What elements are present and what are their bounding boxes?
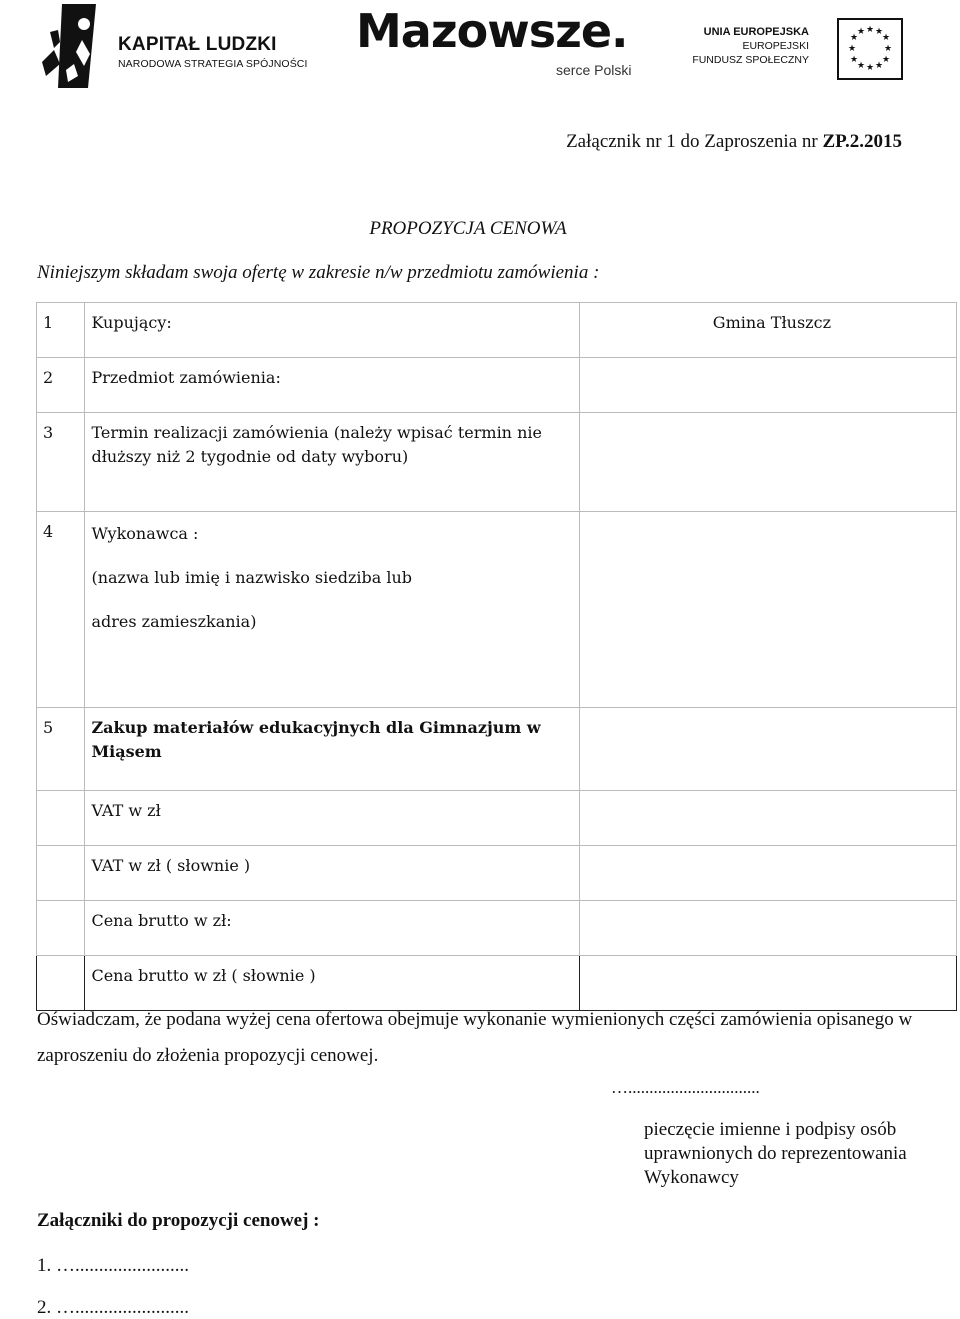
- row-label: VAT w zł: [85, 791, 580, 846]
- eu-line-1: UNIA EUROPEJSKA: [703, 26, 809, 38]
- signature-label: pieczęcie imienne i podpisy osób uprawnionych do reprezentowania Wykonawcy: [644, 1119, 907, 1188]
- row-label: Termin realizacji zamówienia (należy wpisać termin nie dłuższy niż 2 tygodnie od daty wyboru): [85, 413, 580, 512]
- attachment-prefix: Załącznik nr 1 do Zaproszenia nr: [566, 131, 823, 152]
- row-number: [37, 846, 85, 901]
- vat-words-field[interactable]: [580, 846, 957, 901]
- attachment-number: ZP.2.2015: [822, 131, 902, 152]
- svg-text:★: ★: [874, 27, 884, 37]
- document-title: PROPOZYCJA CENOWA: [369, 218, 567, 239]
- mazowsze-tagline: serce Polski: [556, 62, 632, 78]
- table-row: [37, 791, 957, 846]
- table-row: [37, 846, 957, 901]
- row-label: Cena brutto w zł:: [85, 901, 580, 956]
- row-value-field[interactable]: [580, 708, 957, 791]
- eu-stars-icon: [839, 20, 901, 78]
- kapital-ludzki-emblem-icon: [38, 2, 110, 90]
- row-label: Przedmiot zamówienia:: [85, 358, 580, 413]
- attachment-reference: [566, 131, 902, 153]
- svg-text:★: ★: [856, 27, 866, 37]
- row-value-field[interactable]: [580, 512, 957, 708]
- table-row: [37, 358, 957, 413]
- svg-text:★: ★: [849, 55, 859, 65]
- svg-text:★: ★: [881, 33, 891, 43]
- row-value-field[interactable]: [580, 358, 957, 413]
- contractor-hint-1: (nazwa lub imię i nazwisko siedziba lub: [91, 568, 413, 587]
- row-number: 2: [37, 358, 85, 413]
- row-number: [37, 791, 85, 846]
- row-number: 1: [37, 303, 85, 358]
- eu-line-2: EUROPEJSKI: [742, 40, 809, 52]
- svg-text:★: ★: [874, 61, 884, 71]
- row-value-field[interactable]: [580, 413, 957, 512]
- kapital-ludzki-subtitle: NARODOWA STRATEGIA SPÓJNOŚCI: [118, 58, 308, 70]
- signature-dots: …...............................: [611, 1078, 760, 1097]
- row-label: [85, 512, 580, 708]
- attachments-title: Załączniki do propozycji cenowej :: [37, 1210, 320, 1231]
- mazowsze-logo: [356, 4, 656, 88]
- table-row: [37, 512, 957, 708]
- statement-text: Oświadczam, że podana wyżej cena ofertowa obejmuje wykonanie wymienionych części zamówienia opisanego w zaproszeniu do złożenia propozycji cenowej.: [37, 1009, 913, 1066]
- row-label: Kupujący:: [85, 303, 580, 358]
- svg-text:★: ★: [856, 61, 866, 71]
- svg-text:★: ★: [865, 63, 875, 73]
- eu-flag-icon: [837, 18, 903, 80]
- table-row: [37, 708, 957, 791]
- kapital-ludzki-title: KAPITAŁ LUDZKI: [118, 34, 277, 55]
- document-intro: Niniejszym składam swoja ofertę w zakresie n/w przedmiotu zamówienia :: [37, 262, 600, 283]
- row-number: [37, 901, 85, 956]
- row-number: 3: [37, 413, 85, 512]
- row-number: 5: [37, 708, 85, 791]
- offer-table: [36, 302, 957, 1011]
- table-row: [37, 413, 957, 512]
- gross-price-field[interactable]: [580, 901, 957, 956]
- kapital-ludzki-logo: [38, 2, 328, 92]
- contractor-label: Wykonawca :: [91, 524, 199, 543]
- mazowsze-logotype: Mazowsze.: [356, 4, 628, 58]
- attachment-item: 2. …........................: [37, 1297, 189, 1318]
- eu-line-3: FUNDUSZ SPOŁECZNY: [692, 54, 809, 66]
- attachment-item: 1. …........................: [37, 1255, 189, 1276]
- row-value-buyer: Gmina Tłuszcz: [580, 303, 957, 358]
- row-label: Cena brutto w zł ( słownie ): [85, 956, 580, 1011]
- table-row: [37, 303, 957, 358]
- vat-field[interactable]: [580, 791, 957, 846]
- row-number: 4: [37, 512, 85, 708]
- svg-text:★: ★: [881, 55, 891, 65]
- row-label: VAT w zł ( słownie ): [85, 846, 580, 901]
- row-label: Zakup materiałów edukacyjnych dla Gimnazjum w Miąsem: [85, 708, 580, 791]
- header-logos: [0, 0, 960, 95]
- contractor-hint-2: adres zamieszkania): [91, 612, 257, 631]
- svg-text:★: ★: [865, 25, 875, 35]
- table-row: [37, 901, 957, 956]
- eu-logo: [692, 16, 905, 78]
- svg-text:★: ★: [883, 44, 893, 54]
- svg-text:★: ★: [849, 33, 859, 43]
- svg-text:★: ★: [847, 44, 857, 54]
